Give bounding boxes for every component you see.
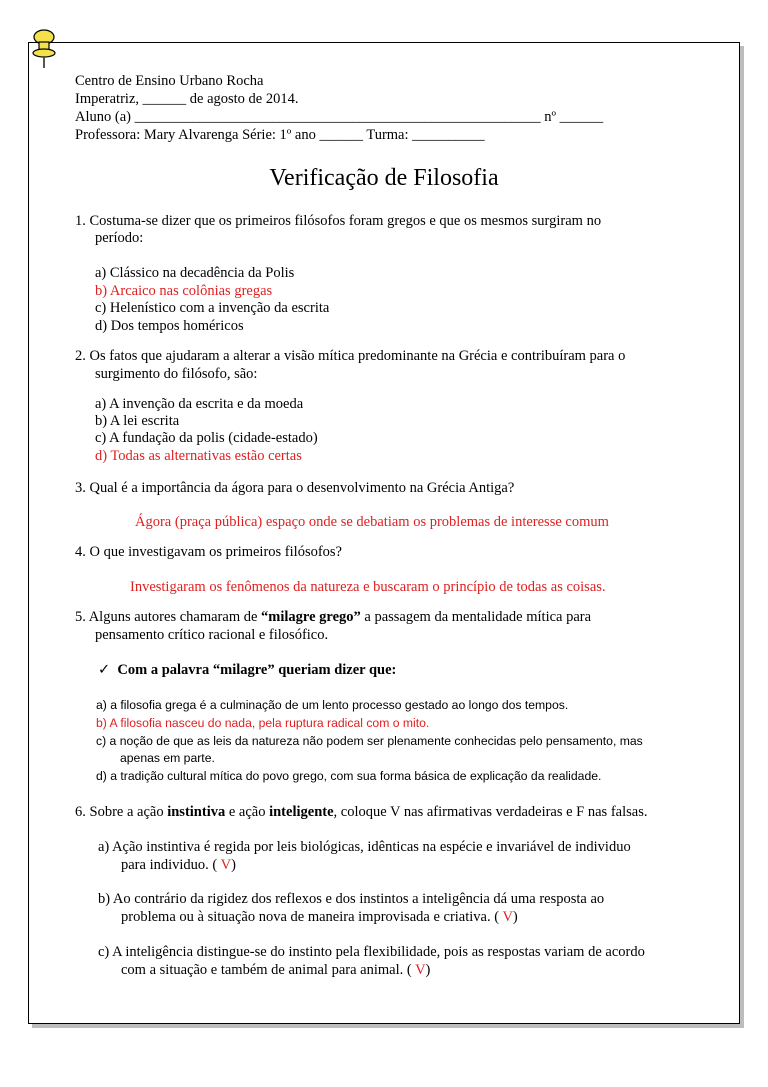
date-line: Imperatriz, ______ de agosto de 2014.	[75, 91, 299, 107]
q4-question: 4. O que investigavam os primeiros filósofos?	[75, 544, 342, 560]
q6-question: 6. Sobre a ação instintiva e ação inteligente, coloque V nas afirmativas verdadeiras e F nas falsas.	[75, 804, 648, 820]
pushpin-icon	[30, 28, 58, 72]
q5-option-c: c) a noção de que as leis da natureza não podem ser plenamente conhecidas pelo pensamento, mas	[96, 734, 643, 748]
q1-option-a: a) Clássico na decadência da Polis	[95, 265, 295, 281]
q2-option-b: b) A lei escrita	[95, 413, 180, 429]
q4-answer: Investigaram os fenômenos da natureza e buscaram o princípio de todas as coisas.	[130, 579, 606, 595]
answer-mark-a: V	[220, 857, 232, 873]
q5-option-d: d) a tradição cultural mítica do povo grego, com sua forma básica de explicação da realidade.	[96, 769, 602, 783]
q6-item-c-line1: c) A inteligência distingue-se do instinto pela flexibilidade, pois as respostas variam de acordo	[98, 944, 645, 960]
q6-item-c-line2: com a situação e também de animal para animal. ( V)	[121, 962, 431, 978]
answer-mark-c: V	[415, 962, 426, 978]
q3-answer: Ágora (praça pública) espaço onde se debatiam os problemas de interesse comum	[135, 514, 609, 530]
checkmark-icon: ✓	[98, 662, 111, 678]
q5-option-b: b) A filosofia nasceu do nada, pela ruptura radical com o mito.	[96, 716, 430, 730]
q6-item-b-line1: b) Ao contrário da rigidez dos reflexos e dos instintos a inteligência dá uma resposta ao	[98, 891, 605, 907]
q6-item-a-line1: a) Ação instintiva é regida por leis biológicas, idênticas na espécie e invariável de individuo	[98, 839, 631, 855]
answer-mark-b: V	[502, 909, 513, 925]
q5-line1: 5. Alguns autores chamaram de “milagre grego” a passagem da mentalidade mítica para	[75, 609, 592, 625]
q6-item-a-line2: para individuo. ( V)	[121, 857, 236, 873]
q2-line2: surgimento do filósofo, são:	[95, 366, 258, 382]
q5-option-a: a) a filosofia grega é a culminação de um lento processo gestado ao longo dos tempos.	[96, 698, 569, 712]
school-name: Centro de Ensino Urbano Rocha	[75, 73, 264, 89]
q5-line2: pensamento crítico racional e filosófico.	[95, 627, 329, 643]
q2-option-a: a) A invenção da escrita e da moeda	[95, 396, 304, 412]
q2-option-c: c) A fundação da polis (cidade-estado)	[95, 430, 318, 446]
q1-option-b: b) Arcaico nas colônias gregas	[95, 283, 273, 299]
q1-option-c: c) Helenístico com a invenção da escrita	[95, 300, 330, 316]
q3-question: 3. Qual é a importância da ágora para o desenvolvimento na Grécia Antiga?	[75, 480, 515, 496]
page-title: Verificação de Filosofia	[269, 165, 499, 191]
student-line: Aluno (a) ________________________________________________________ nº ______	[75, 109, 604, 125]
q2-line1: 2. Os fatos que ajudaram a alterar a visão mítica predominante na Grécia e contribuíram para o	[75, 348, 626, 364]
q1-line1: 1. Costuma-se dizer que os primeiros filósofos foram gregos e que os mesmos surgiram no	[75, 213, 602, 229]
q1-line2: período:	[95, 230, 144, 246]
q5-option-c-cont: apenas em parte.	[120, 751, 215, 765]
q1-option-d: d) Dos tempos homéricos	[95, 318, 244, 334]
q6-item-b-line2: problema ou à situação nova de maneira improvisada e criativa. ( V)	[121, 909, 518, 925]
q5-subquestion: ✓ Com a palavra “milagre” queriam dizer que:	[98, 662, 397, 678]
q2-option-d: d) Todas as alternativas estão certas	[95, 448, 302, 464]
teacher-line: Professora: Mary Alvarenga Série: 1º ano ______ Turma: __________	[75, 127, 485, 143]
